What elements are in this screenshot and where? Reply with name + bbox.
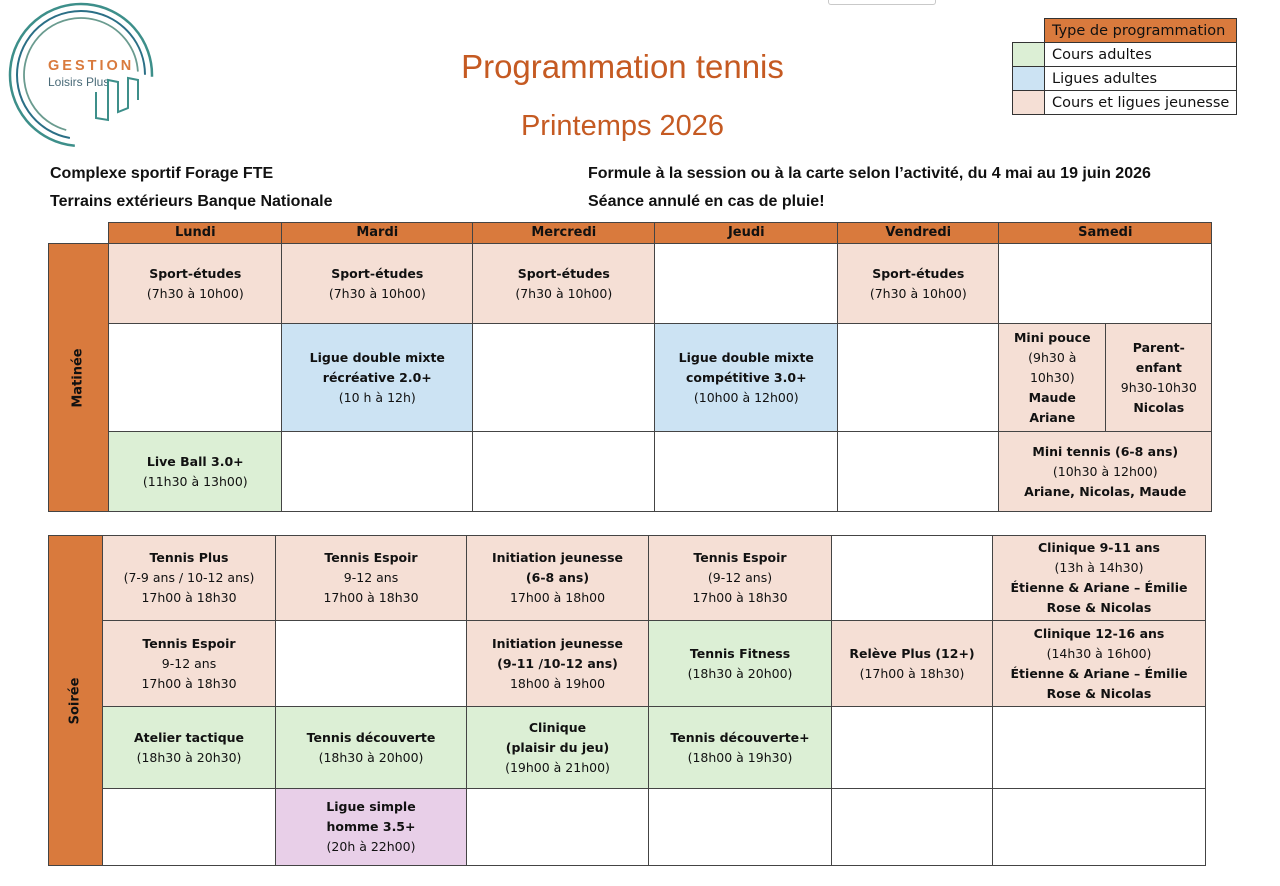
session-cell: [999, 324, 1106, 432]
session-name-line: compétitive 3.0+: [685, 369, 807, 385]
session-time: (17h00 à 18h30): [859, 665, 965, 681]
session-cell: [993, 536, 1206, 621]
session-age: 9-12 ans: [161, 655, 217, 671]
session-name-line: enfant: [1135, 359, 1182, 375]
legend-header: Type de programmation: [1045, 19, 1237, 43]
session-cell: [1106, 324, 1212, 432]
empty-cell: [832, 789, 993, 866]
day-header-vendredi: Vendredi: [838, 223, 999, 244]
session-time: 10h30): [1029, 369, 1075, 385]
session-name-line: Ligue double mixte: [678, 349, 814, 365]
session-cell: [103, 621, 276, 707]
session-coach: Nicolas: [1133, 399, 1185, 415]
session-time: 17h00 à 18h30: [141, 675, 237, 691]
page-title: Programmation tennis: [461, 48, 784, 85]
session-cell: [649, 707, 832, 789]
day-header-samedi: Samedi: [999, 223, 1212, 244]
empty-cell: [473, 324, 655, 432]
session-name-line: Clinique: [528, 719, 587, 735]
session-cell: [993, 621, 1206, 707]
session-time: (13h à 14h30): [1054, 560, 1144, 575]
empty-cell: [993, 707, 1206, 789]
session-time: (18h30 à 20h30): [136, 749, 242, 765]
session-age: (7-9 ans / 10-12 ans): [123, 570, 255, 585]
matinee-section-label: [49, 244, 109, 512]
session-name: Tennis découverte: [306, 729, 436, 745]
page-subtitle: Printemps 2026: [520, 110, 725, 142]
session-cell: [467, 621, 649, 707]
legend-item-ligues-adultes: Ligues adultes: [1045, 67, 1237, 91]
empty-cell: [109, 324, 282, 432]
session-time: 17h00 à 18h00: [509, 590, 606, 605]
session-age: (9-11 /10-12 ans): [497, 655, 618, 671]
session-cell: [282, 324, 473, 432]
session-time: (7h30 à 10h00): [146, 285, 244, 301]
session-name: Tennis Plus: [149, 550, 229, 565]
session-cell: [649, 536, 832, 621]
session-name: Sport-études: [517, 265, 610, 281]
session-coach: Ariane, Nicolas, Maude: [1024, 483, 1187, 499]
legend-item-jeunesse: Cours et ligues jeunesse: [1045, 91, 1237, 115]
session-name-line: Ligue simple: [326, 799, 416, 814]
soiree-label-text: Soirée: [67, 677, 83, 725]
logo-gestion-text: GESTION: [48, 58, 135, 74]
session-time: (10 h à 12h): [338, 389, 416, 405]
session-time: 17h00 à 18h30: [692, 590, 788, 605]
session-name: Tennis Espoir: [324, 550, 418, 565]
session-name: Clinique 9-11 ans: [1037, 540, 1160, 555]
day-header-mardi: Mardi: [282, 223, 473, 244]
session-cell: [276, 536, 467, 621]
empty-cell: [473, 432, 655, 512]
session-time: 17h00 à 18h30: [323, 590, 419, 605]
info-location-2: Terrains extérieurs Banque Nationale: [50, 193, 333, 210]
session-cell: [649, 621, 832, 707]
session-name: Clinique 12-16 ans: [1033, 625, 1165, 641]
session-time: (7h30 à 10h00): [515, 285, 613, 301]
empty-cell: [655, 244, 838, 324]
legend-swatch-ligues-adultes: [1013, 67, 1045, 91]
session-cell: [109, 432, 282, 512]
legend-swatch-cours-adultes: [1013, 43, 1045, 67]
session-time: 9h30-10h30: [1120, 379, 1197, 395]
session-cell: [103, 536, 276, 621]
empty-cell: [999, 244, 1212, 324]
legend-swatch-jeunesse: [1013, 91, 1045, 115]
session-name: Atelier tactique: [133, 729, 245, 745]
empty-cell: [467, 789, 649, 866]
empty-cell: [103, 789, 276, 866]
info-location-1: Complexe sportif Forage FTE: [50, 165, 274, 182]
session-name: Tennis Espoir: [142, 635, 236, 651]
empty-cell: [655, 432, 838, 512]
session-name-line: Mini pouce: [1013, 329, 1091, 345]
session-name-line: Parent-: [1132, 339, 1185, 355]
session-cell: [282, 244, 473, 324]
session-name: Initiation jeunesse: [491, 635, 624, 651]
session-time: (20h à 22h00): [326, 839, 416, 854]
empty-cell: [838, 324, 999, 432]
session-name-line: homme 3.5+: [326, 819, 416, 834]
session-time: (18h00 à 19h30): [687, 749, 793, 765]
session-name-line: Ligue double mixte: [309, 349, 445, 365]
session-age: 9-12 ans: [343, 570, 399, 585]
session-time: (18h30 à 20h00): [687, 665, 793, 681]
session-cell: [467, 536, 649, 621]
session-time: 18h00 à 19h00: [509, 675, 606, 691]
session-cell: [655, 324, 838, 432]
session-coach: Étienne & Ariane – Émilie: [1010, 665, 1188, 681]
session-time: (10h00 à 12h00): [693, 389, 799, 405]
session-time: (19h00 à 21h00): [505, 759, 610, 775]
session-time: (18h30 à 20h00): [318, 749, 424, 765]
info-rain: Séance annulé en cas de pluie!: [588, 193, 825, 210]
session-time: (11h30 à 13h00): [142, 473, 248, 489]
session-name: Initiation jeunesse: [491, 550, 624, 565]
session-name: Mini tennis (6-8 ans): [1032, 443, 1179, 459]
session-time: (14h30 à 16h00): [1046, 645, 1152, 661]
session-time: (7h30 à 10h00): [869, 285, 967, 301]
session-coach: Ariane: [1029, 409, 1076, 425]
empty-cell: [282, 432, 473, 512]
legend-item-cours-adultes: Cours adultes: [1045, 43, 1237, 67]
matinee-schedule-table: [48, 222, 1212, 512]
session-time: 17h00 à 18h30: [141, 590, 237, 605]
empty-cell: [993, 789, 1206, 866]
session-name: Sport-études: [149, 265, 242, 281]
session-cell: [276, 789, 467, 866]
legend-spacer: [1013, 19, 1045, 43]
session-coach: Maude: [1028, 389, 1076, 405]
session-cell: [832, 621, 993, 707]
matinee-label-text: Matinée: [70, 348, 86, 408]
top-tab: [828, 0, 936, 5]
day-header-lundi: Lundi: [109, 223, 282, 244]
logo-loisirs-text: Loisirs Plus: [48, 75, 110, 89]
empty-cell: [832, 707, 993, 789]
session-name-line: récréative 2.0+: [322, 369, 432, 385]
session-name: Tennis Espoir: [693, 550, 787, 565]
empty-cell: [838, 432, 999, 512]
session-time: (9h30 à: [1028, 349, 1077, 365]
day-header-jeudi: Jeudi: [655, 223, 838, 244]
session-coach: Rose & Nicolas: [1046, 600, 1152, 615]
session-name-line: (plaisir du jeu): [505, 739, 610, 755]
session-name: Tennis Fitness: [689, 645, 791, 661]
session-cell: [467, 707, 649, 789]
session-cell: [838, 244, 999, 324]
gestion-loisirs-plus-logo: [4, 0, 159, 150]
session-time: (7h30 à 10h00): [328, 285, 426, 301]
session-coach: Étienne & Ariane – Émilie: [1010, 580, 1188, 595]
session-cell: [109, 244, 282, 324]
session-cell: [999, 432, 1212, 512]
session-coach: Rose & Nicolas: [1046, 685, 1152, 701]
session-name: Tennis découverte+: [670, 729, 810, 745]
soiree-section-label: [49, 536, 103, 866]
session-name: Live Ball 3.0+: [146, 453, 244, 469]
info-formula: Formule à la session ou à la carte selon l’activité, du 4 mai au 19 juin 2026: [588, 165, 1151, 182]
session-name: Sport-études: [872, 265, 965, 281]
session-time: (10h30 à 12h00): [1052, 463, 1158, 479]
session-age: (9-12 ans): [707, 570, 773, 585]
soiree-schedule-table: [48, 535, 1206, 866]
session-age: (6-8 ans): [525, 570, 590, 585]
session-name: Sport-études: [331, 265, 424, 281]
session-cell: [103, 707, 276, 789]
empty-cell: [276, 621, 467, 707]
legend: [1012, 18, 1237, 115]
session-name: Relève Plus (12+): [849, 645, 975, 661]
empty-cell: [649, 789, 832, 866]
session-cell: [473, 244, 655, 324]
empty-cell: [832, 536, 993, 621]
corner-cell: [49, 223, 109, 244]
session-cell: [276, 707, 467, 789]
day-header-mercredi: Mercredi: [473, 223, 655, 244]
